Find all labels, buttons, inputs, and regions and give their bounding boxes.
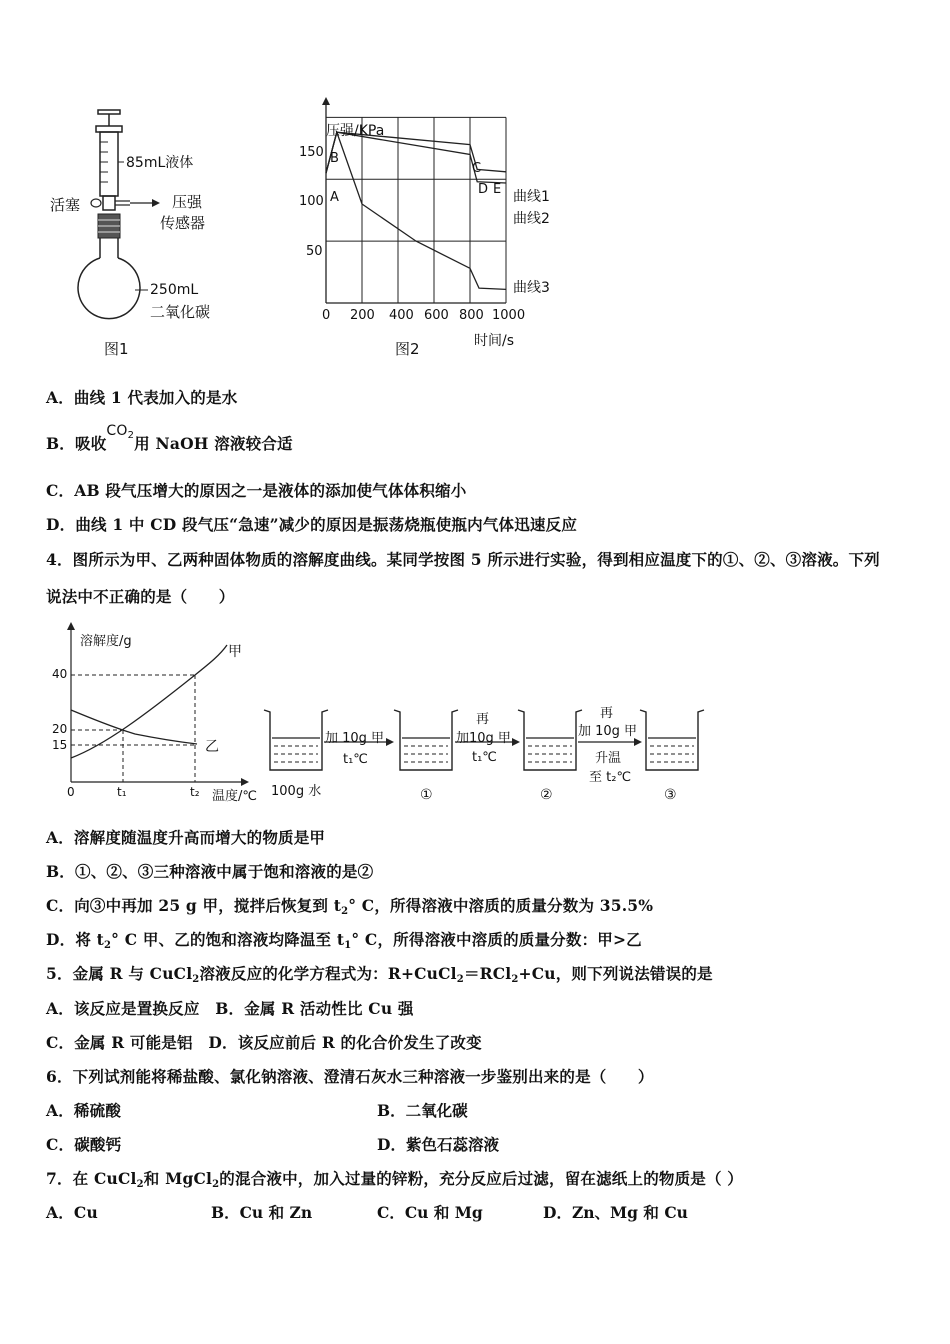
chart-xtick-0: 0 xyxy=(322,308,331,323)
beaker-1 xyxy=(394,710,458,770)
chart-xtick-200: 200 xyxy=(350,308,375,323)
q4-curve-yi-label: 乙 xyxy=(205,739,219,755)
q7-stem-sub2: 2 xyxy=(212,1179,220,1190)
chart-point-a: A xyxy=(330,190,339,205)
q4-step2-top2: 加10g 甲 xyxy=(456,731,511,746)
q3-option-b-pre: B．吸收 xyxy=(46,434,107,453)
chart-point-c: C xyxy=(472,161,482,176)
q4-step3-bottom2: 至 t₂℃ xyxy=(589,770,632,785)
chart-xtick-600: 600 xyxy=(424,308,449,323)
beaker-3 xyxy=(640,710,704,770)
q5-options-cd: C．金属 R 可能是铝 D．该反应前后 R 的化合价发生了改变 xyxy=(46,1033,482,1052)
q4-option-b: B．①、②、③三种溶液中属于饱和溶液的是② xyxy=(46,862,374,881)
q5-stem-sub2: 2 xyxy=(456,974,464,985)
q4-step1-top: 加 10g 甲 xyxy=(325,731,385,746)
chart-xtick-1000: 1000 xyxy=(492,308,526,323)
q3-option-d: D．曲线 1 中 CD 段气压“急速”减少的原因是振荡烧瓶使瓶内气体迅速反应 xyxy=(46,515,578,534)
chart-legend-curve1: 曲线1 xyxy=(513,189,550,205)
chart-caption: 图2 xyxy=(395,340,420,358)
q4-graph-xtick-t1: t₁ xyxy=(117,785,127,799)
q7-option-d: D．Zn、Mg 和 Cu xyxy=(543,1203,688,1222)
q4-option-d xyxy=(46,928,642,951)
q4-curve-jia-label: 甲 xyxy=(228,644,242,660)
q4-d-pre: D．将 t xyxy=(46,930,104,949)
q7-option-a: A．Cu xyxy=(46,1203,98,1222)
q6-stem: 6．下列试剂能将稀盐酸、氯化钠溶液、澄清石灰水三种溶液一步鉴别出来的是（ ） xyxy=(46,1067,654,1086)
q4-c-pre: C．向③中再加 25 g 甲，搅拌后恢复到 t xyxy=(46,896,342,915)
q3-option-b-post: 用 NaOH 溶液较合适 xyxy=(134,434,293,453)
q4-graph-xlabel: 温度/℃ xyxy=(212,789,257,804)
q4-step2-top1: 再 xyxy=(476,712,490,727)
q3-option-b xyxy=(46,423,293,455)
q7-stem-mid: 和 MgCl xyxy=(143,1169,213,1188)
fig1-liquid-label: 85mL液体 xyxy=(126,155,194,171)
q5-stem-pre: 5．金属 R 与 CuCl xyxy=(46,964,193,983)
chart-ylabel: 压强/KPa xyxy=(326,123,385,139)
q4-start-label: 100g 水 xyxy=(271,784,322,799)
q5-stem-sub1: 2 xyxy=(192,974,200,985)
q5-stem xyxy=(46,962,713,985)
q3-co2-text: CO xyxy=(106,423,128,439)
fig1-sensor-label-1: 压强 xyxy=(172,193,203,211)
chart-xtick-400: 400 xyxy=(389,308,414,323)
chart-series-curve3 xyxy=(326,132,506,289)
fig1-sensor-label-2: 传感器 xyxy=(160,214,206,232)
q4-beaker-label-2: ② xyxy=(540,787,553,803)
q4-graph-ytick-15: 15 xyxy=(52,738,68,752)
chart-ytick-100: 100 xyxy=(299,194,324,209)
chart-y-axis-arrow xyxy=(322,97,330,105)
q4-d-mid: ° C 甲、乙的饱和溶液均降温至 t xyxy=(111,930,345,949)
beaker-water xyxy=(264,710,328,770)
chart-xlabel: 时间/s xyxy=(474,333,515,349)
q4-c-sub: 2 xyxy=(341,906,349,917)
q6-option-c: C．碳酸钙 xyxy=(46,1135,122,1154)
q4-step2-bottom: t₁℃ xyxy=(472,750,497,765)
chart-ytick-50: 50 xyxy=(306,244,323,259)
q5-stem-mid2: ＝RCl xyxy=(463,964,512,983)
q4-d-sub1: 2 xyxy=(104,940,112,951)
q7-stem-sub1: 2 xyxy=(136,1179,144,1190)
q5-stem-mid1: 溶液反应的化学方程式为：R+CuCl xyxy=(199,964,457,983)
fig1-flask-label-1: 250mL xyxy=(150,282,199,298)
q4-graph-xtick-t2: t₂ xyxy=(190,785,200,799)
chart-legend-curve2: 曲线2 xyxy=(513,211,550,227)
q3-option-c: C．AB 段气压增大的原因之一是液体的添加使气体体积缩小 xyxy=(46,481,467,500)
chart-point-d: D xyxy=(478,182,489,197)
chart-point-e: E xyxy=(493,182,502,197)
q3-option-a: A．曲线 1 代表加入的是水 xyxy=(46,388,238,407)
q4-beaker-label-3: ③ xyxy=(664,787,677,803)
fig1-caption: 图1 xyxy=(104,340,129,358)
q4-graph-ylabel: 溶解度/g xyxy=(80,634,132,649)
q4-step1-bottom: t₁℃ xyxy=(343,752,368,767)
q4-graph-xtick-0: 0 xyxy=(67,785,75,799)
q6-option-b: B．二氧化碳 xyxy=(377,1101,468,1120)
q4-graph-ytick-40: 40 xyxy=(52,667,68,681)
q4-d-sub2: 1 xyxy=(344,940,352,951)
q5-stem-post: +Cu，则下列说法错误的是 xyxy=(518,964,713,983)
q4-graph-ytick-20: 20 xyxy=(52,722,68,736)
q4-step3-top2: 加 10g 甲 xyxy=(578,724,638,739)
chart-point-b: B xyxy=(330,151,339,166)
q4-stem-line2: 说法中不正确的是（ ） xyxy=(46,587,235,606)
beaker-2 xyxy=(518,710,582,770)
q7-stem-post: 的混合液中，加入过量的锌粉，充分反应后过滤，留在滤纸上的物质是（ ） xyxy=(219,1169,743,1188)
fig1-stopcock-label: 活塞 xyxy=(50,196,81,214)
q4-c-post: ° C，所得溶液中溶质的质量分数为 35.5% xyxy=(348,896,654,915)
q7-stem xyxy=(46,1167,743,1190)
fig1-flask-label-2: 二氧化碳 xyxy=(150,303,211,321)
q6-option-a: A．稀硫酸 xyxy=(46,1101,122,1120)
q4-beaker-label-1: ① xyxy=(420,787,433,803)
q4-d-post: ° C，所得溶液中溶质的质量分数：甲>乙 xyxy=(351,930,642,949)
chart-legend-curve3: 曲线3 xyxy=(513,280,550,296)
q4-option-c xyxy=(46,894,653,917)
q7-stem-pre: 7．在 CuCl xyxy=(46,1169,137,1188)
q5-options-ab: A．该反应是置换反应 B．金属 R 活动性比 Cu 强 xyxy=(46,999,414,1018)
chart-ytick-150: 150 xyxy=(299,145,324,160)
q7-option-c: C．Cu 和 Mg xyxy=(377,1203,483,1222)
q7-option-b: B．Cu 和 Zn xyxy=(211,1203,313,1222)
chart-xtick-800: 800 xyxy=(459,308,484,323)
q4-step3-top1: 再 xyxy=(600,706,614,721)
q5-stem-sub3: 2 xyxy=(511,974,519,985)
q4-stem-line1: 4．图所示为甲、乙两种固体物质的溶解度曲线。某同学按图 5 所示进行实验，得到相应温度下的①、②、③溶液。下列 xyxy=(46,550,880,569)
q4-step3-bottom1: 升温 xyxy=(595,751,622,766)
q3-co2-formula xyxy=(106,423,134,439)
q3-co2-sub: 2 xyxy=(127,430,135,441)
q6-option-d: D．紫色石蕊溶液 xyxy=(377,1135,499,1154)
q4-option-a: A．溶解度随温度升高而增大的物质是甲 xyxy=(46,828,326,847)
